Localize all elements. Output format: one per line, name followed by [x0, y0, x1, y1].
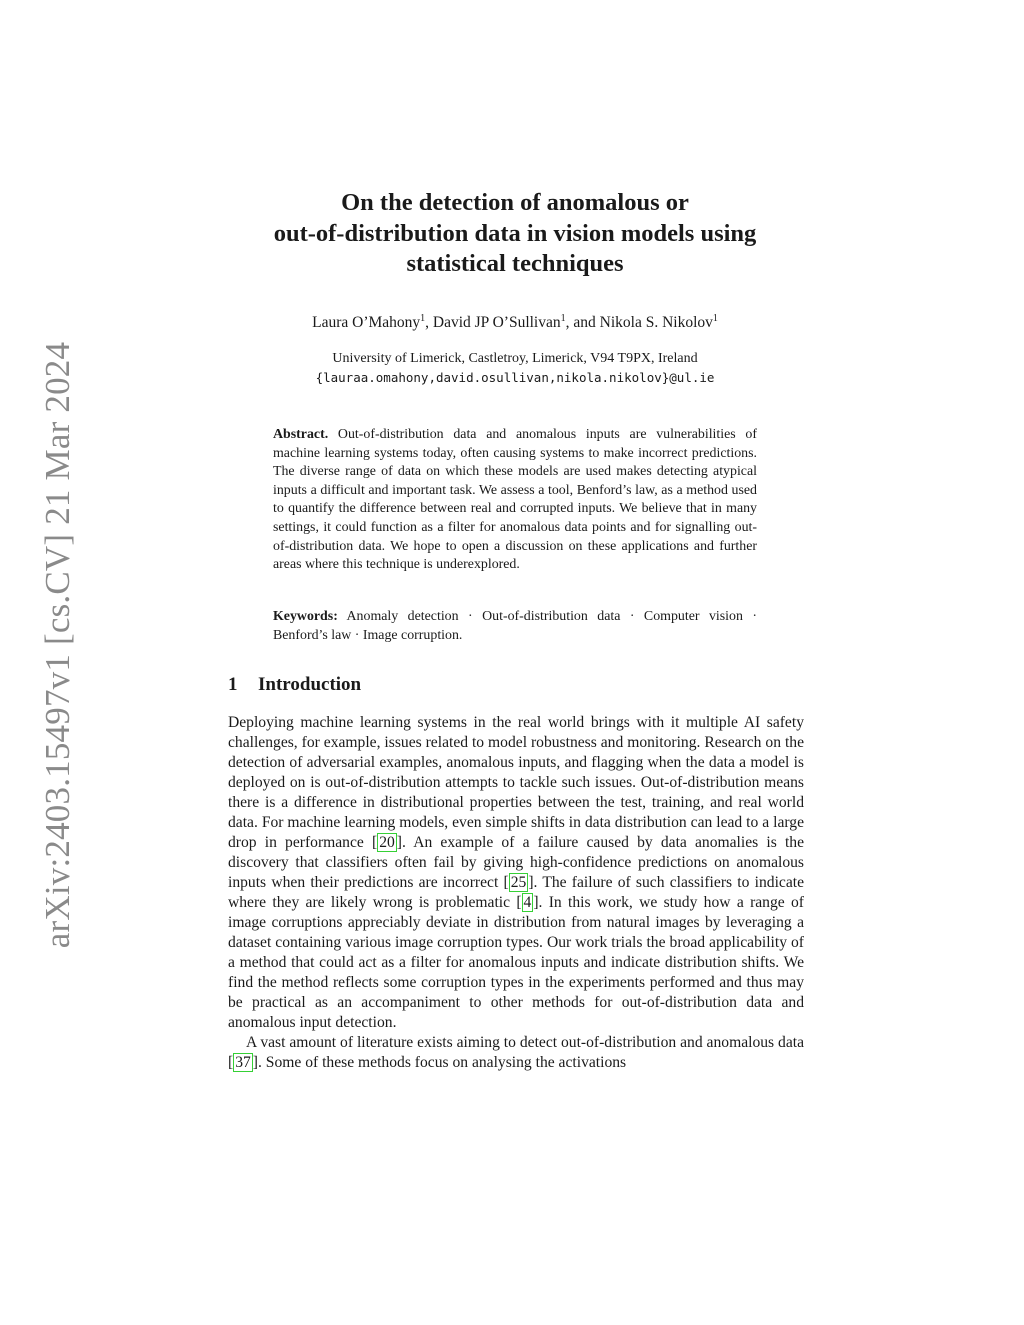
- affiliation-block: [230, 349, 800, 387]
- paragraph-text: . In this work, we study how a range of image corruptions appreciably deviate in distribution from natural images by leveraging a dataset containing various image corruption types. Our work trials the broad applicability of a method that could act as a filter for anomalous inputs and indicate distribution shifts. We find the method reflects some corruption types in the experiments performed and thus may be practical as an accompaniment to other methods for out-of-distribution data and anomalous input detection.: [228, 894, 804, 1031]
- paragraph-text: Deploying machine learning systems in the real world brings with it multiple AI safety challenges, for example, issues related to model robustness and monitoring. Research on the detection of adversarial examples, anomalous inputs, and flagging when the data a model is deployed on is out-of-distribution attempts to tackle such issues. Out-of-distribution means there is a difference in distributional properties between the test, training, and real world data. For machine learning models, even simple shifts in data distribution can lead to a large drop in performance: [228, 714, 804, 851]
- paragraph-text: . Some of these methods focus on analysing the activations: [258, 1054, 627, 1071]
- author-emails: {lauraa.omahony,david.osullivan,nikola.nikolov}@ul.ie: [315, 370, 715, 385]
- section-heading: [228, 674, 361, 696]
- author-name: Nikola S. Nikolov: [599, 314, 713, 332]
- affiliation-mark: 1: [560, 313, 566, 324]
- arxiv-identifier-stamp: arXiv:2403.15497v1 [cs.CV] 21 Mar 2024: [38, 341, 77, 949]
- abstract-label: Abstract.: [273, 427, 329, 442]
- author-name: David JP O’Sullivan: [432, 314, 561, 332]
- paragraph: A vast amount of literature exists aiming to detect out-of-distribution and anomalous data [ 37 ]. Some of these methods focus on analysing the activations: [228, 1034, 804, 1071]
- citation-link[interactable]: 37: [235, 1054, 251, 1071]
- abstract-text: Out-of-distribution data and anomalous inputs are vulnerabilities of machine learning systems today, often causing systems to make incorrect predictions. The diverse range of data on which these models are used makes detecting atypical inputs a difficult and important task. We assess a tool, Benford’s law, as a method used to quantify the difference between real and corrupted inputs. We believe that in many settings, it could function as a filter for anomalous data points and for signalling out-of-distribution data. We hope to open a discussion on these applications and further areas where this technique is underexplored.: [273, 427, 757, 573]
- paragraph-text: . An example of a failure caused by data anomalies is the discovery that classifiers often fail by giving high-confidence predictions on anomalous inputs when their predictions are incorrect: [228, 834, 804, 891]
- author-name: Laura O’Mahony: [312, 314, 421, 332]
- paragraph: Deploying machine learning systems in the real world brings with it multiple AI safety challenges, for example, issues related to model robustness and monitoring. Research on the detection of adversarial examples, anomalous inputs, and flagging when the data a model is deployed on is out-of-distribution attempts to tackle such issues. Out-of-distribution means there is a difference in distributional properties between the test, training, and real world data. For machine learning models, even simple shifts in data distribution can lead to a large drop in performance [ 20 ]. An example of a failure caused by data anomalies is the discovery that classifiers often fail by giving high-confidence predictions on anomalous inputs when their predictions are incorrect [ 25 ]. The failure of such classifiers to indicate where they are likely wrong is problematic [ 4 ]. In this work, we study how a range of image corruptions appreciably deviate in distribution from natural images by leveraging a dataset containing various image corruption types. Our work trials the broad applicability of a method that could act as a filter for anomalous inputs and indicate distribution shifts. We find the method reflects some corruption types in the experiments performed and thus may be practical as an accompaniment to other methods for out-of-distribution data and anomalous input detection.: [228, 714, 804, 1031]
- citation-link[interactable]: 25: [510, 874, 527, 891]
- keywords: [273, 608, 757, 645]
- title-line: statistical techniques: [406, 250, 624, 277]
- affiliation-mark: 1: [712, 313, 718, 324]
- affiliation-mark: 1: [420, 313, 426, 324]
- title-line: out-of-distribution data in vision models using: [273, 219, 757, 247]
- citation-link[interactable]: 4: [523, 894, 532, 911]
- section-title: Introduction: [258, 674, 362, 695]
- paper-title: [230, 188, 800, 280]
- citation-link[interactable]: 20: [379, 834, 395, 851]
- body-text: [228, 713, 804, 1073]
- paragraph-text: . The failure of such classifiers to indicate where they are likely wrong is problematic: [228, 874, 804, 911]
- author-separator: , and: [565, 314, 600, 332]
- section-number: 1: [228, 674, 238, 695]
- keywords-label: Keywords:: [273, 609, 338, 624]
- author-separator: ,: [425, 314, 433, 332]
- title-line: On the detection of anomalous or: [341, 189, 689, 216]
- keywords-text: Anomaly detection · Out-of-distribution data · Computer vision · Benford’s law · Image corruption.: [273, 609, 757, 643]
- author-list: [230, 313, 800, 332]
- abstract: [273, 426, 757, 575]
- affiliation-text: University of Limerick, Castletroy, Limerick, V94 T9PX, Ireland: [332, 351, 698, 366]
- paragraph-text: A vast amount of literature exists aiming to detect out-of-distribution and anomalous data: [246, 1034, 804, 1051]
